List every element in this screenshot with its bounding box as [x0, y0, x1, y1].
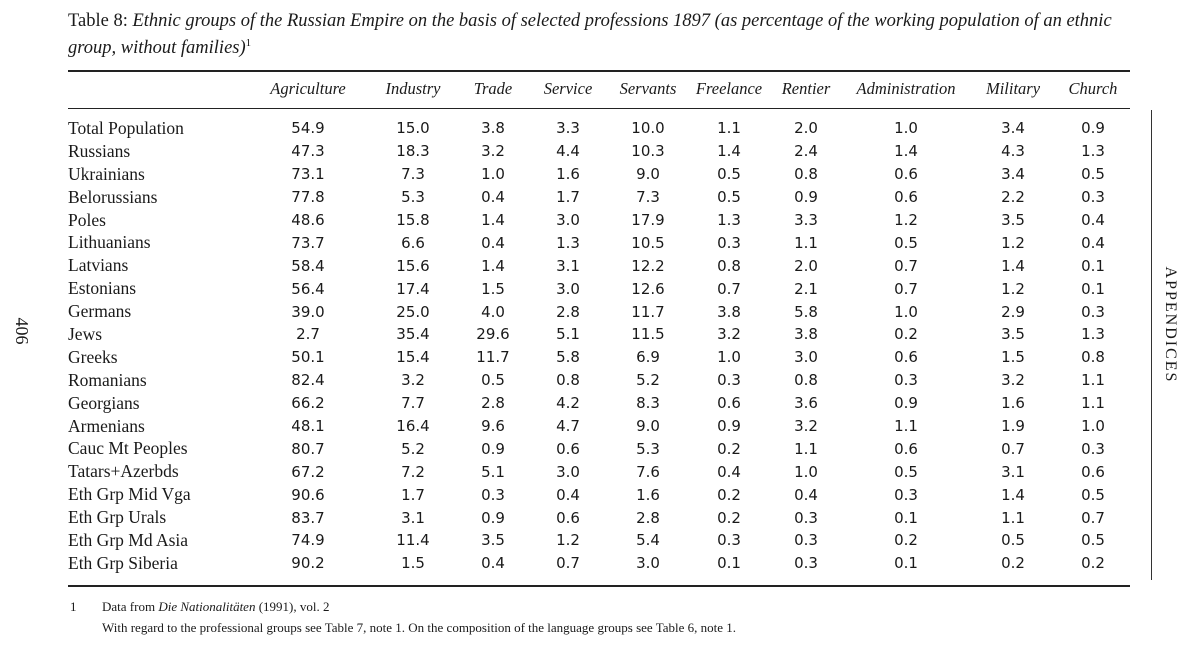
column-header-administration: Administration [856, 79, 956, 98]
row-label: Total Population [68, 117, 184, 138]
column-header-industry: Industry [385, 79, 441, 98]
column-header-agriculture: Agriculture [270, 79, 346, 98]
table-cell: 11.4 [396, 531, 430, 550]
table-cell: 0.2 [717, 508, 741, 527]
column-header-church: Church [1068, 79, 1118, 98]
table-cell: 2.7 [296, 325, 320, 344]
table-cell: 17.4 [396, 279, 430, 298]
table-cell: 1.4 [717, 142, 741, 161]
table-cell: 5.1 [481, 462, 505, 481]
table-cell: 11.5 [631, 325, 665, 344]
table-cell: 29.6 [476, 325, 510, 344]
table-cell: 0.2 [1081, 554, 1105, 573]
table-cell: 9.0 [636, 165, 660, 184]
table-cell: 0.3 [1081, 302, 1105, 321]
table-cell: 1.1 [894, 417, 918, 436]
table-cell: 1.6 [556, 165, 580, 184]
table-cell: 5.2 [636, 371, 660, 390]
table-cell: 3.2 [481, 142, 505, 161]
table-cell: 0.8 [794, 371, 818, 390]
table-cell: 0.3 [794, 554, 818, 573]
table-cell: 15.0 [396, 119, 430, 138]
table-cell: 11.7 [476, 348, 510, 367]
table-cell: 1.2 [556, 531, 580, 550]
table-cell: 3.8 [717, 302, 741, 321]
table-cell: 1.5 [401, 554, 425, 573]
table-cell: 0.2 [717, 439, 741, 458]
table-cell: 39.0 [291, 302, 325, 321]
table-row [68, 552, 1130, 575]
table-cell: 1.1 [1081, 371, 1105, 390]
table-cell: 3.2 [1001, 371, 1025, 390]
table-cell: 7.6 [636, 462, 660, 481]
table-cell: 0.6 [894, 348, 918, 367]
row-label: Estonians [68, 278, 137, 299]
table-cell: 0.9 [794, 188, 818, 207]
table-cell: 3.1 [1001, 462, 1025, 481]
table-cell: 3.8 [481, 119, 505, 138]
footnote-1-number: 1 [70, 599, 77, 614]
table-cell: 3.3 [794, 211, 818, 229]
table-cell: 10.0 [631, 119, 665, 138]
table-cell: 3.1 [401, 508, 425, 527]
table-cell: 48.6 [291, 211, 325, 229]
table-cell: 1.3 [1081, 142, 1105, 161]
table-cell: 77.8 [291, 188, 325, 207]
table-row [68, 277, 1130, 300]
table-cell: 3.4 [1001, 165, 1025, 184]
table-cell: 90.6 [291, 485, 325, 504]
column-header-military: Military [985, 79, 1041, 98]
table-cell: 4.4 [556, 142, 580, 161]
table-cell: 0.1 [717, 554, 741, 573]
table-cell: 7.3 [401, 165, 425, 184]
table-cell: 0.3 [894, 485, 918, 504]
table-cell: 73.1 [291, 165, 325, 184]
table-cell: 1.6 [1001, 394, 1025, 413]
table-cell: 0.7 [894, 256, 918, 275]
footnote-1-source: Die Nationalitäten [158, 599, 256, 614]
table-row [68, 117, 1130, 140]
table-cell: 0.6 [894, 439, 918, 458]
table-cell: 0.2 [894, 531, 918, 550]
table-cell: 1.5 [481, 279, 505, 298]
table-bottom-rule [68, 585, 1130, 587]
table-cell: 0.4 [1081, 211, 1105, 229]
table-header-row [68, 72, 1130, 106]
table-cell: 0.3 [794, 508, 818, 527]
table-cell: 3.0 [794, 348, 818, 367]
row-label: Belorussians [68, 186, 158, 207]
table-cell: 0.3 [794, 531, 818, 550]
table-cell: 0.2 [1001, 554, 1025, 573]
column-header-rentier: Rentier [781, 79, 831, 98]
table-cell: 1.2 [1001, 279, 1025, 298]
table-cell: 1.2 [1001, 233, 1025, 252]
table-cell: 7.2 [401, 462, 425, 481]
table-cell: 80.7 [291, 439, 325, 458]
table-cell: 1.3 [717, 211, 741, 229]
footnote-2: With regard to the professional groups see Table 7, note 1. On the composition of the language groups see Table 6, note 1. [102, 620, 737, 635]
table-cell: 12.6 [631, 279, 665, 298]
table-cell: 15.6 [396, 256, 430, 275]
table-caption [68, 8, 1128, 62]
table-cell: 1.3 [556, 233, 580, 252]
table-cell: 3.5 [1001, 211, 1025, 229]
table-cell: 4.3 [1001, 142, 1025, 161]
table-cell: 3.0 [556, 462, 580, 481]
table-cell: 66.2 [291, 394, 325, 413]
table-row [68, 392, 1130, 415]
table-cell: 3.3 [556, 119, 580, 138]
row-label: Jews [68, 323, 103, 344]
table-cell: 3.2 [794, 417, 818, 436]
table-cell: 35.4 [396, 325, 430, 344]
table-cell: 0.6 [1081, 462, 1105, 481]
table-cell: 18.3 [396, 142, 430, 161]
table-cell: 15.4 [396, 348, 430, 367]
table-cell: 1.3 [1081, 325, 1105, 344]
table-cell: 0.7 [717, 279, 741, 298]
table-cell: 0.8 [717, 256, 741, 275]
table-cell: 0.3 [1081, 188, 1105, 207]
table-cell: 0.3 [1081, 439, 1105, 458]
table-cell: 5.8 [794, 302, 818, 321]
row-label: Ukrainians [68, 163, 145, 184]
table-cell: 0.7 [1081, 508, 1105, 527]
table-cell: 3.0 [556, 211, 580, 229]
table-cell: 2.8 [556, 302, 580, 321]
table-cell: 1.4 [1001, 256, 1025, 275]
footnote-1-suffix: (1991), vol. 2 [255, 599, 330, 614]
table-cell: 17.9 [631, 211, 665, 229]
column-header-stub [68, 72, 248, 106]
table-cell: 0.1 [1081, 256, 1105, 275]
table-cell: 1.5 [1001, 348, 1025, 367]
caption-label: Table 8: [68, 11, 128, 31]
table-cell: 73.7 [291, 233, 325, 252]
table-cell: 11.7 [631, 302, 665, 321]
table-cell: 47.3 [291, 142, 325, 161]
table-cell: 58.4 [291, 256, 325, 275]
table-cell: 5.1 [556, 325, 580, 344]
table-cell: 1.0 [794, 462, 818, 481]
table-cell: 2.4 [794, 142, 818, 161]
table-cell: 1.4 [481, 256, 505, 275]
table-cell: 5.3 [636, 439, 660, 458]
table-cell: 1.1 [717, 119, 741, 138]
table-cell: 2.0 [794, 256, 818, 275]
table-row [68, 209, 1130, 232]
table-cell: 0.1 [894, 508, 918, 527]
table-cell: 3.1 [556, 256, 580, 275]
table-cell: 0.3 [717, 531, 741, 550]
table-cell: 6.6 [401, 233, 425, 252]
footnote-1-prefix: Data from [102, 599, 159, 614]
table-cell: 0.3 [894, 371, 918, 390]
row-label: Romanians [68, 369, 147, 390]
table-cell: 3.2 [717, 325, 741, 344]
column-header-trade: Trade [473, 79, 513, 98]
table-cell: 0.7 [556, 554, 580, 573]
table-cell: 0.5 [1081, 165, 1105, 184]
table-cell: 90.2 [291, 554, 325, 573]
table-cell: 0.4 [481, 188, 505, 207]
table-cell: 5.3 [401, 188, 425, 207]
table-cell: 0.8 [556, 371, 580, 390]
table-cell: 48.1 [291, 417, 325, 436]
table-cell: 0.6 [894, 165, 918, 184]
table-row [68, 369, 1130, 392]
table-cell: 0.5 [717, 165, 741, 184]
table-cell: 0.5 [894, 462, 918, 481]
table-cell: 3.0 [636, 554, 660, 573]
row-label: Eth Grp Mid Vga [68, 484, 191, 505]
table-cell: 1.9 [1001, 417, 1025, 436]
table-cell: 1.4 [481, 211, 505, 229]
table-cell: 7.7 [401, 394, 425, 413]
table-cell: 1.6 [636, 485, 660, 504]
column-header-freelance: Freelance [695, 79, 763, 98]
table-cell: 3.5 [481, 531, 505, 550]
table-row [68, 231, 1130, 254]
row-label: Poles [68, 209, 106, 230]
table-cell: 0.4 [794, 485, 818, 504]
table-cell: 0.1 [1081, 279, 1105, 298]
table-cell: 0.9 [481, 508, 505, 527]
table-row [68, 529, 1130, 552]
table-cell: 0.3 [481, 485, 505, 504]
column-header-servants: Servants [619, 79, 677, 98]
table-cell: 3.0 [556, 279, 580, 298]
table-cell: 1.7 [556, 188, 580, 207]
table-cell: 1.1 [1001, 508, 1025, 527]
table-row [68, 186, 1130, 209]
table-cell: 10.3 [631, 142, 665, 161]
table-cell: 0.9 [481, 439, 505, 458]
table-cell: 1.7 [401, 485, 425, 504]
table-cell: 1.4 [1001, 485, 1025, 504]
table-cell: 0.7 [1001, 439, 1025, 458]
table-cell: 8.3 [636, 394, 660, 413]
row-label: Cauc Mt Peoples [68, 438, 188, 459]
table-cell: 0.4 [717, 462, 741, 481]
table-cell: 50.1 [291, 348, 325, 367]
row-label: Russians [68, 140, 131, 161]
table-cell: 1.1 [1081, 394, 1105, 413]
table-cell: 3.8 [794, 325, 818, 344]
table-cell: 0.6 [556, 508, 580, 527]
table-row [68, 346, 1130, 369]
table-cell: 10.5 [631, 233, 665, 252]
table-row [68, 483, 1130, 506]
table-cell: 5.4 [636, 531, 660, 550]
table-cell: 0.6 [556, 439, 580, 458]
table-cell: 3.5 [1001, 325, 1025, 344]
caption-note-ref: 1 [245, 36, 252, 49]
row-label: Armenians [68, 415, 145, 436]
table-body [68, 106, 1130, 575]
table-row [68, 300, 1130, 323]
table-cell: 0.4 [481, 233, 505, 252]
row-label: Germans [68, 301, 132, 322]
table-cell: 0.4 [556, 485, 580, 504]
table-cell: 16.4 [396, 417, 430, 436]
running-head: APPENDICES [1162, 266, 1179, 384]
table-cell: 0.9 [1081, 119, 1105, 138]
table-cell: 67.2 [291, 462, 325, 481]
table-cell: 1.0 [894, 302, 918, 321]
table-row [68, 506, 1130, 529]
table-cell: 82.4 [291, 371, 325, 390]
page-number: 406 [12, 317, 32, 345]
table-cell: 0.3 [717, 371, 741, 390]
footnote-1 [70, 599, 329, 615]
table-cell: 0.4 [481, 554, 505, 573]
table-cell: 5.8 [556, 348, 580, 367]
row-label: Eth Grp Md Asia [68, 529, 189, 550]
table-cell: 0.1 [894, 554, 918, 573]
table-row [68, 415, 1130, 438]
table-cell: 1.0 [1081, 417, 1105, 436]
table-cell: 2.8 [636, 508, 660, 527]
table-cell: 1.1 [794, 439, 818, 458]
table-cell: 15.8 [396, 211, 430, 229]
header-spacer [68, 106, 1130, 117]
table-cell: 4.7 [556, 417, 580, 436]
table-cell: 0.5 [717, 188, 741, 207]
table-cell: 0.9 [894, 394, 918, 413]
table-cell: 1.0 [717, 348, 741, 367]
table-row [68, 437, 1130, 460]
table-cell: 2.2 [1001, 188, 1025, 207]
table-cell: 1.2 [894, 211, 918, 229]
table-cell: 5.2 [401, 439, 425, 458]
caption-title: Ethnic groups of the Russian Empire on the basis of selected professions 1897 (as percentage of the working population of an ethnic group, without families) [68, 11, 1112, 58]
table-cell: 56.4 [291, 279, 325, 298]
table-cell: 74.9 [291, 531, 325, 550]
table-cell: 2.9 [1001, 302, 1025, 321]
table-cell: 0.2 [894, 325, 918, 344]
column-header-service: Service [543, 79, 593, 98]
table-cell: 0.8 [1081, 348, 1105, 367]
table-row [68, 323, 1130, 346]
table-cell: 1.1 [794, 233, 818, 252]
table-cell: 0.8 [794, 165, 818, 184]
table-cell: 7.3 [636, 188, 660, 207]
table-cell: 3.2 [401, 371, 425, 390]
table-cell: 6.9 [636, 348, 660, 367]
table-cell: 0.5 [1081, 531, 1105, 550]
table-cell: 0.3 [717, 233, 741, 252]
table-cell: 83.7 [291, 508, 325, 527]
table-cell: 0.4 [1081, 233, 1105, 252]
table-cell: 3.6 [794, 394, 818, 413]
table-cell: 2.8 [481, 394, 505, 413]
row-label: Latvians [68, 255, 129, 276]
table-cell: 2.1 [794, 279, 818, 298]
table-cell: 2.0 [794, 119, 818, 138]
professions-table [68, 72, 1130, 575]
table-cell: 3.4 [1001, 119, 1025, 138]
table-row [68, 460, 1130, 483]
margin-rule [1151, 110, 1152, 580]
table-cell: 0.5 [1081, 485, 1105, 504]
table-cell: 9.6 [481, 417, 505, 436]
table-row [68, 254, 1130, 277]
row-label: Eth Grp Urals [68, 507, 167, 528]
table-cell: 4.0 [481, 302, 505, 321]
table-cell: 4.2 [556, 394, 580, 413]
table-cell: 1.4 [894, 142, 918, 161]
row-label: Eth Grp Siberia [68, 552, 178, 573]
table-cell: 0.9 [717, 417, 741, 436]
table-cell: 0.5 [894, 233, 918, 252]
row-label: Greeks [68, 346, 118, 367]
table-cell: 1.0 [481, 165, 505, 184]
table-cell: 0.6 [894, 188, 918, 207]
table-cell: 0.2 [717, 485, 741, 504]
table-cell: 0.7 [894, 279, 918, 298]
row-label: Tatars+Azerbds [68, 461, 179, 482]
row-label: Georgians [68, 392, 140, 413]
table-cell: 0.5 [481, 371, 505, 390]
table-cell: 54.9 [291, 119, 325, 138]
row-label: Lithuanians [68, 232, 151, 253]
table-cell: 9.0 [636, 417, 660, 436]
table-row [68, 163, 1130, 186]
table-cell: 25.0 [396, 302, 430, 321]
table-cell: 0.5 [1001, 531, 1025, 550]
table-cell: 1.0 [894, 119, 918, 138]
table-cell: 0.6 [717, 394, 741, 413]
table-cell: 12.2 [631, 256, 665, 275]
table-row [68, 140, 1130, 163]
